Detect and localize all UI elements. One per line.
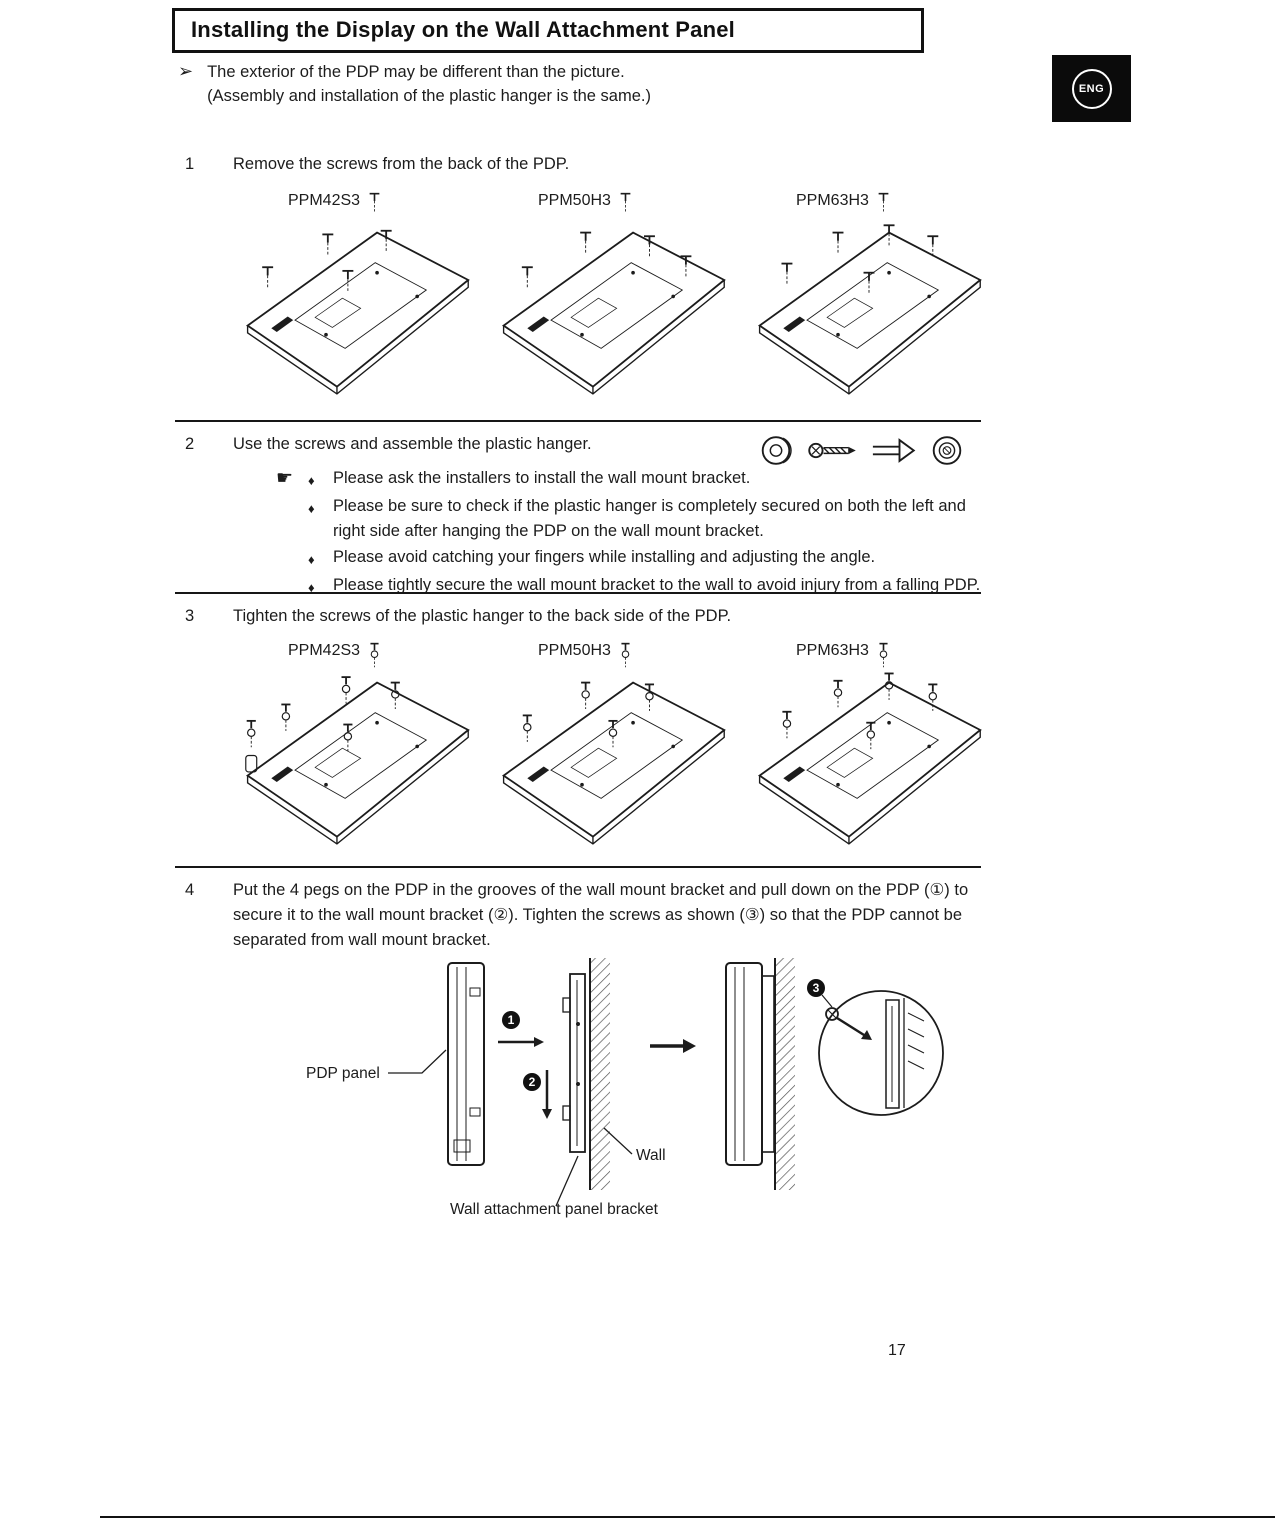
screw-icon [877, 192, 890, 214]
step-4-number: 4 [185, 881, 195, 899]
screw-icon [342, 677, 351, 703]
pdp-back-diagram [744, 218, 994, 414]
page-title-box [172, 8, 924, 53]
step-3-number: 3 [185, 607, 195, 625]
step-1-text: Remove the screws from the back of the PDP. [233, 155, 570, 173]
pdp-back-diagram [232, 668, 482, 864]
step-2-text: Use the screws and assemble the plastic hanger. [233, 435, 592, 453]
step-1-number: 1 [185, 155, 195, 173]
screw-icon [619, 192, 632, 214]
screw-detail-inset [819, 991, 943, 1115]
page-title: Installing the Display on the Wall Attachment Panel [191, 17, 735, 42]
caution-list [276, 466, 1000, 601]
note-arrow-icon: ➢ [178, 61, 194, 81]
caution-text: Please tightly secure the wall mount bracket to the wall to avoid injury from a falling PDP. [333, 576, 981, 594]
pdp-back-diagram [744, 668, 994, 864]
note-line-2: (Assembly and installation of the plastic hanger is the same.) [207, 87, 651, 105]
caution-item [308, 573, 1000, 600]
caution-item [276, 466, 1000, 493]
step-2 [185, 432, 985, 457]
screw-icon [833, 233, 844, 255]
step-1-diagrams [232, 192, 994, 414]
bullet-icon: ♦ [308, 501, 315, 516]
step-4 [185, 878, 991, 953]
screw-icon [782, 712, 791, 738]
pdp-panel-side-view [448, 963, 484, 1165]
pdp-panel-label: PDP panel [306, 1065, 380, 1082]
section-divider [175, 866, 981, 868]
caution-item [308, 494, 1000, 544]
wall-attachment-bracket [563, 958, 610, 1190]
language-badge [1052, 55, 1131, 122]
footer-rule [100, 1516, 1275, 1518]
model-label: PPM50H3 [538, 642, 611, 659]
bracket-label: Wall attachment panel bracket [450, 1201, 658, 1218]
step1-diagram-ppm50h3 [488, 192, 738, 414]
step-marker-1 [502, 1011, 520, 1029]
screw-icon [281, 704, 290, 730]
caution-text: Please ask the installers to install the wall mount bracket. [333, 469, 751, 487]
step-2-number: 2 [185, 435, 195, 453]
svg-text:1: 1 [507, 1013, 515, 1027]
caution-text: Please avoid catching your fingers while installing and adjusting the angle. [333, 548, 876, 566]
eng-badge-label: ENG [1072, 69, 1112, 109]
screw-icon [247, 721, 256, 747]
screw-icon [580, 233, 591, 255]
intro-note [178, 60, 651, 108]
screw-icon [619, 642, 632, 668]
model-label: PPM63H3 [796, 192, 869, 209]
step-3-text: Tighten the screws of the plastic hanger to the back side of the PDP. [233, 607, 732, 625]
screw-icon [368, 192, 381, 214]
screw-icon [262, 267, 273, 289]
screw-icon [781, 264, 792, 286]
step-4-text: Put the 4 pegs on the PDP in the grooves of the wall mount bracket and pull down on the PDP (①) to secure it to the wall mount bracket (②). Tighten the screws as shown (③) so that the PDP cannot be separated from wall mount bracket. [233, 881, 969, 949]
model-label: PPM50H3 [538, 192, 611, 209]
screw-icon [877, 642, 890, 668]
step-3-diagrams [232, 642, 994, 864]
model-label: PPM42S3 [288, 192, 361, 209]
step-marker-2 [523, 1073, 541, 1091]
screw-icon [522, 267, 533, 289]
svg-text:2: 2 [528, 1075, 536, 1089]
step3-diagram-ppm63h3 [744, 642, 994, 864]
bullet-icon: ♦ [308, 580, 315, 595]
step-3 [185, 604, 731, 629]
screw-icon [523, 715, 532, 741]
note-line-1: The exterior of the PDP may be different than the picture. [207, 63, 625, 81]
model-label: PPM63H3 [796, 642, 869, 659]
wall-mount-diagram-svg [298, 958, 988, 1250]
step-marker-3 [807, 979, 832, 1007]
page-number: 17 [888, 1342, 906, 1359]
bullet-icon: ♦ [308, 473, 315, 488]
step3-diagram-ppm42s3 [232, 642, 482, 864]
model-label: PPM42S3 [288, 642, 361, 659]
step-1 [185, 152, 569, 177]
step3-diagram-ppm50h3 [488, 642, 738, 864]
pointing-hand-icon: ☛ [276, 468, 294, 489]
pdp-back-diagram [232, 218, 482, 414]
wall-mount-diagram [298, 958, 988, 1250]
mounted-panel-view [726, 958, 795, 1190]
wall-label: Wall [636, 1147, 666, 1164]
svg-text:3: 3 [812, 981, 820, 995]
bullet-icon: ♦ [308, 552, 315, 567]
screw-icon [581, 683, 590, 709]
caution-item [308, 545, 1000, 572]
screw-icon [368, 642, 381, 668]
step1-diagram-ppm42s3 [232, 192, 482, 414]
step1-diagram-ppm63h3 [744, 192, 994, 414]
screw-icon [322, 234, 333, 256]
caution-text: Please be sure to check if the plastic hanger is completely secured on both the left and right side after hanging the PDP on the wall mount bracket. [333, 497, 966, 540]
pdp-back-diagram [488, 668, 738, 864]
screw-icon [833, 681, 842, 707]
section-divider [175, 592, 981, 594]
pdp-back-diagram [488, 218, 738, 414]
